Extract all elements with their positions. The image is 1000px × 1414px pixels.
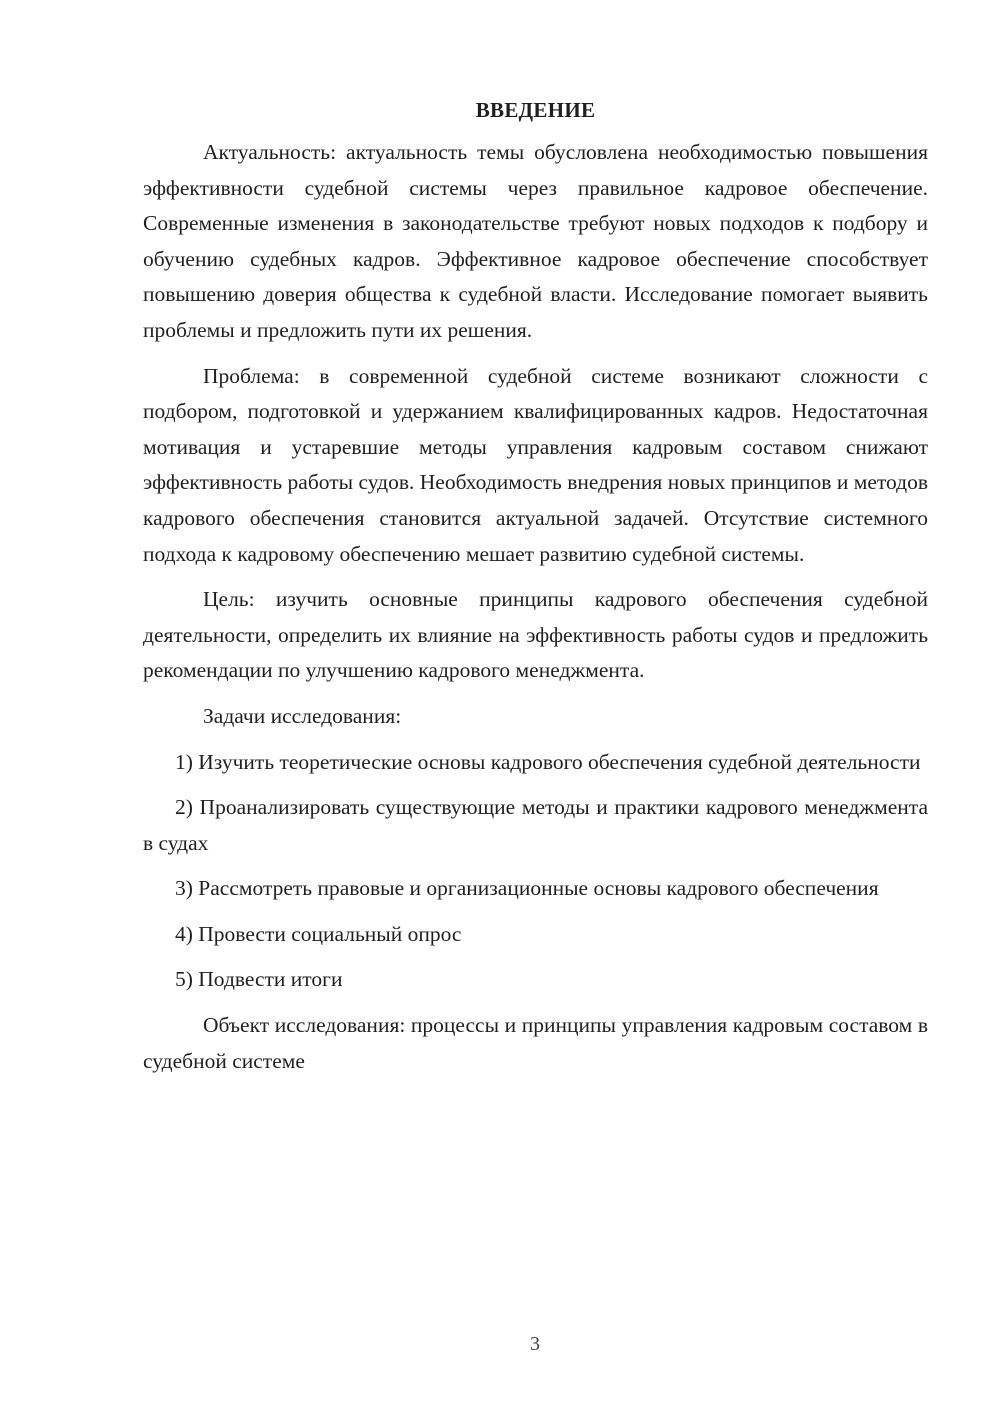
task-item: 4) Провести социальный опрос (175, 921, 462, 946)
paragraph-problem: Проблема: в современной судебной системе возникают сложности с подбором, подготовкой и удержанием квалифицированных кадров. Недостаточная мотивация и устаревшие методы управления кадровым составом снижают эффективность работы судов. Необходимость внедрения новых принципов и методов кадрового обеспечения становится актуальной задачей. Отсутствие системного подхода к кадровому обеспечению мешает развитию судебной системы. (143, 363, 928, 566)
tasks-heading: Задачи исследования: (203, 703, 402, 728)
paragraph-relevance: Актуальность: актуальность темы обусловлена необходимостью повышения эффективности судебной системы через правильное кадровое обеспечение. Современные изменения в законодательстве требуют новых подходов к подбору и обучению судебных кадров. Эффективное кадровое обеспечение способствует повышению доверия общества к судебной власти. Исследование помогает выявить проблемы и предложить пути их решения. (143, 140, 928, 342)
task-item: 1) Изучить теоретические основы кадрового обеспечения судебной деятельности (175, 749, 921, 774)
tasks-list (143, 745, 928, 999)
page-content (143, 94, 928, 1089)
page-number: 3 (530, 1333, 540, 1355)
task-item: 5) Подвести итоги (175, 967, 343, 992)
paragraph-object: Объект исследования: процессы и принципы управления кадровым составом в судебной системе (143, 1013, 928, 1073)
task-item: 3) Рассмотреть правовые и организационные основы кадрового обеспечения (175, 876, 879, 901)
page-title: ВВЕДЕНИЕ (475, 98, 596, 122)
paragraph-goal: Цель: изучить основные принципы кадрового обеспечения судебной деятельности, определить их влияние на эффективность работы судов и предложить рекомендации по улучшению кадрового менеджмента. (143, 587, 928, 683)
task-item: 2) Проанализировать существующие методы и практики кадрового менеджмента в судах (143, 795, 928, 855)
